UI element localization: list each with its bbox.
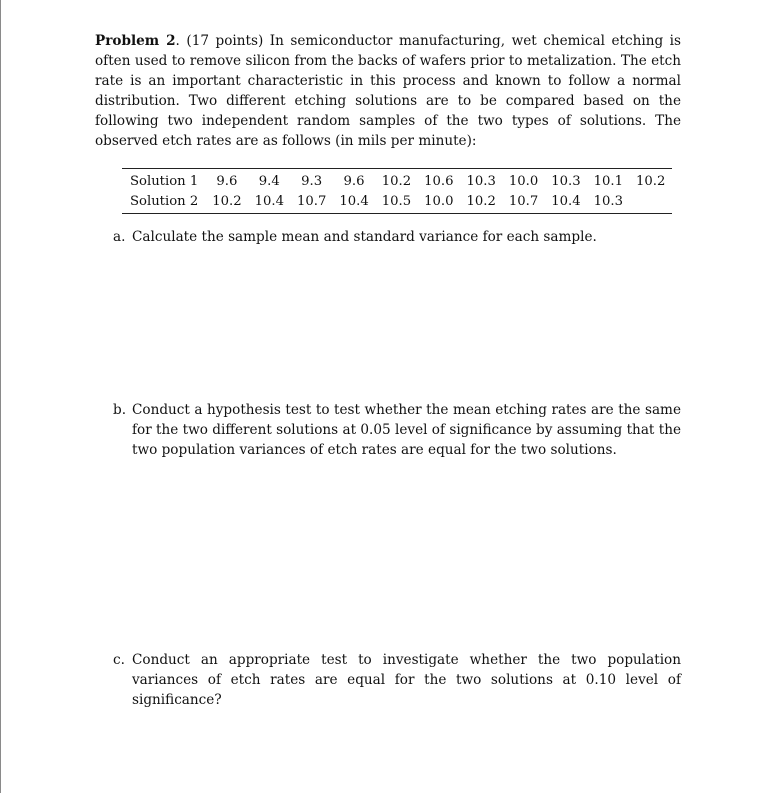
question-letter: c.: [113, 652, 125, 668]
table-cell: 10.2: [466, 194, 496, 209]
question-text: Calculate the sample mean and standard variance for each sample.: [132, 229, 597, 245]
question-text: Conduct a hypothesis test to test whether the mean etching rates are the same for the two different solutions at 0.05 level of significance by assuming that the two population variances of etch rates are equal for the two solutions.: [132, 402, 681, 458]
table-cell: 9.6: [216, 174, 238, 189]
table-cell: 10.3: [593, 194, 623, 209]
row-label: Solution 2: [130, 194, 199, 209]
table-cell: 10.4: [339, 194, 369, 209]
row-label: Solution 1: [130, 174, 199, 189]
table-cell: 10.4: [254, 194, 284, 209]
table-cell: 10.2: [212, 194, 242, 209]
table-cell: 10.1: [593, 174, 623, 189]
table-cell: 10.2: [635, 174, 666, 189]
table-cell: 10.3: [551, 174, 581, 189]
table-cell: 10.4: [551, 194, 581, 209]
table-cell: 10.0: [424, 194, 454, 209]
question-letter: a.: [113, 229, 126, 245]
table-cell: 10.3: [466, 174, 496, 189]
table-cell: 10.7: [508, 194, 539, 209]
question-letter: b.: [113, 402, 127, 418]
etch-rate-table: [122, 168, 672, 214]
table-cell: 10.2: [381, 174, 412, 189]
page-left-border: [0, 0, 1, 793]
table-cell: 10.6: [424, 174, 454, 189]
table-cell: 10.0: [508, 174, 539, 189]
question-c: [113, 650, 681, 710]
table-row-solution-2: [122, 191, 672, 214]
question-a: [113, 227, 681, 247]
table-cell: 9.6: [343, 174, 365, 189]
table-cell: [630, 191, 672, 214]
problem-statement: [95, 31, 681, 151]
problem-intro: . (17 points) In semiconductor manufacturing, wet chemical etching is often used to remove silicon from the backs of wafers prior to metalization. The etch rate is an important characteristic in this process and known to follow a normal distribution. Two different etching solutions are to be compared based on the following two independent random samples of the two types of solutions. The observed etch rates are as follows (in mils per minute):: [95, 33, 681, 149]
table-cell: 10.5: [381, 194, 412, 209]
table-cell: 9.3: [301, 174, 323, 189]
table-cell: 9.4: [258, 174, 280, 189]
table-row-solution-1: [122, 169, 672, 192]
question-b: [113, 400, 681, 460]
question-text: Conduct an appropriate test to investigate whether the two population variances of etch rates are equal for the two solutions at 0.10 level of significance?: [132, 652, 681, 708]
problem-label: Problem 2: [95, 33, 176, 49]
table-cell: 10.7: [296, 194, 327, 209]
